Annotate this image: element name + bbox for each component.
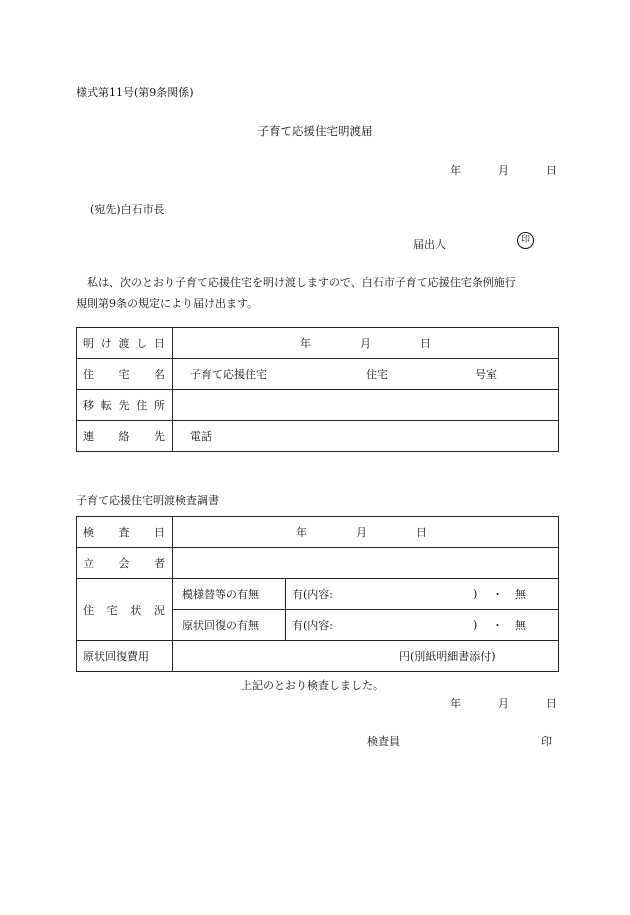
date-month: 月 [498,164,509,177]
label-char: 連 [83,430,94,443]
label-char: 転 [100,399,112,412]
label-char: 移 [83,399,94,412]
restore-dot: ・ [492,619,503,632]
inspection-month: 月 [356,526,367,539]
house-condition-label [77,579,173,641]
label-char: 宅 [118,368,130,381]
witness-field[interactable] [173,548,559,579]
remodel-absence: 無 [515,588,526,601]
restore-absence: 無 [515,619,526,632]
label-char: 先 [118,399,130,412]
label-char: 日 [154,526,165,539]
cost-note: 円(別紙明細書添付) [399,650,496,663]
label-char: 住 [136,399,148,412]
room-unit: 号室 [475,368,497,381]
label-char: 絡 [118,430,130,443]
inspection-date-row [77,517,559,548]
label-char: 名 [154,368,165,381]
declaration-line-1: 私は、次のとおり子育て応援住宅を明け渡しますので、白石市子育て応援住宅条例施行 [87,276,516,289]
label-char: 査 [118,526,130,539]
document-title: 子育て応援住宅明渡届 [257,124,373,138]
inspection-year: 年 [296,526,307,539]
cost-row [77,641,559,672]
addressee: (宛先)白石市長 [90,203,165,216]
vacate-notice-table [76,327,559,452]
remodel-text: 模様替等の有無 [182,588,259,601]
inspector-label: 検査員 [367,735,400,748]
label-char: 者 [154,557,165,570]
restore-label [173,610,286,641]
inspector-seal: 印 [541,735,552,748]
remodel-row [77,579,559,610]
label-char: 所 [154,399,165,412]
cost-label: 原状回復費用 [77,641,173,672]
new-address-row [77,390,559,421]
inspection-section-title: 子育て応援住宅明渡検査調書 [76,494,219,507]
label-char: 渡 [118,337,130,350]
label-char: 状 [130,603,142,617]
label-char: 日 [154,337,165,350]
label-char: 検 [83,526,94,539]
phone-label: 電話 [190,430,212,443]
new-address-label [77,390,173,421]
label-char: 先 [154,430,165,443]
house-name-label [77,359,173,390]
remodel-label [173,579,286,610]
label-char: 明 [83,337,94,350]
declaration-line-2: 規則第9条の規定により届け出ます。 [76,297,259,310]
contact-field[interactable] [173,421,559,452]
remodel-dot: ・ [492,588,503,601]
footer-day: 日 [546,697,557,710]
restore-presence: 有(内容: [292,619,333,632]
house-name-row [77,359,559,390]
label-char: 宅 [106,603,118,617]
vacate-date-label [77,328,173,359]
house-prefix: 子育て応援住宅 [190,368,267,381]
label-char: け [100,337,112,350]
vacate-date-row [77,328,559,359]
label-char: し [136,337,148,350]
date-day: 日 [546,164,557,177]
inspection-day: 日 [416,526,427,539]
vacate-year: 年 [300,337,311,350]
notifier-label: 届出人 [413,238,446,251]
vacate-date-field[interactable] [173,328,559,359]
seal-mark: 印 [517,232,534,249]
inspection-date-label [77,517,173,548]
house-unit: 住宅 [366,368,388,381]
remodel-close-paren: ) [473,587,478,601]
vacate-day: 日 [420,337,431,350]
restore-field[interactable] [286,610,559,641]
remodel-presence: 有(内容: [292,588,333,601]
new-address-field[interactable] [173,390,559,421]
house-name-field[interactable] [173,359,559,390]
inspection-note: 上記のとおり検査しました。 [241,679,384,692]
remodel-field[interactable] [286,579,559,610]
submission-date [440,162,560,176]
witness-row [77,548,559,579]
footer-month: 月 [498,697,509,710]
inspection-sign-date [440,695,560,709]
cost-field[interactable] [173,641,559,672]
label-char: 立 [83,557,94,570]
footer-year: 年 [450,697,461,710]
form-code: 様式第11号(第9条関係) [76,86,194,99]
label-char: 会 [118,557,130,570]
date-year: 年 [450,164,461,177]
vacate-month: 月 [360,337,371,350]
label-char: 住 [83,368,94,381]
witness-label [77,548,173,579]
label-char: 住 [83,603,94,617]
restore-close-paren: ) [473,618,478,632]
inspection-table [76,516,559,672]
declaration-text [76,272,560,314]
contact-row [77,421,559,452]
contact-label [77,421,173,452]
label-char: 況 [153,603,165,617]
inspection-date-field[interactable] [173,517,559,548]
restore-text: 原状回復の有無 [182,619,259,632]
